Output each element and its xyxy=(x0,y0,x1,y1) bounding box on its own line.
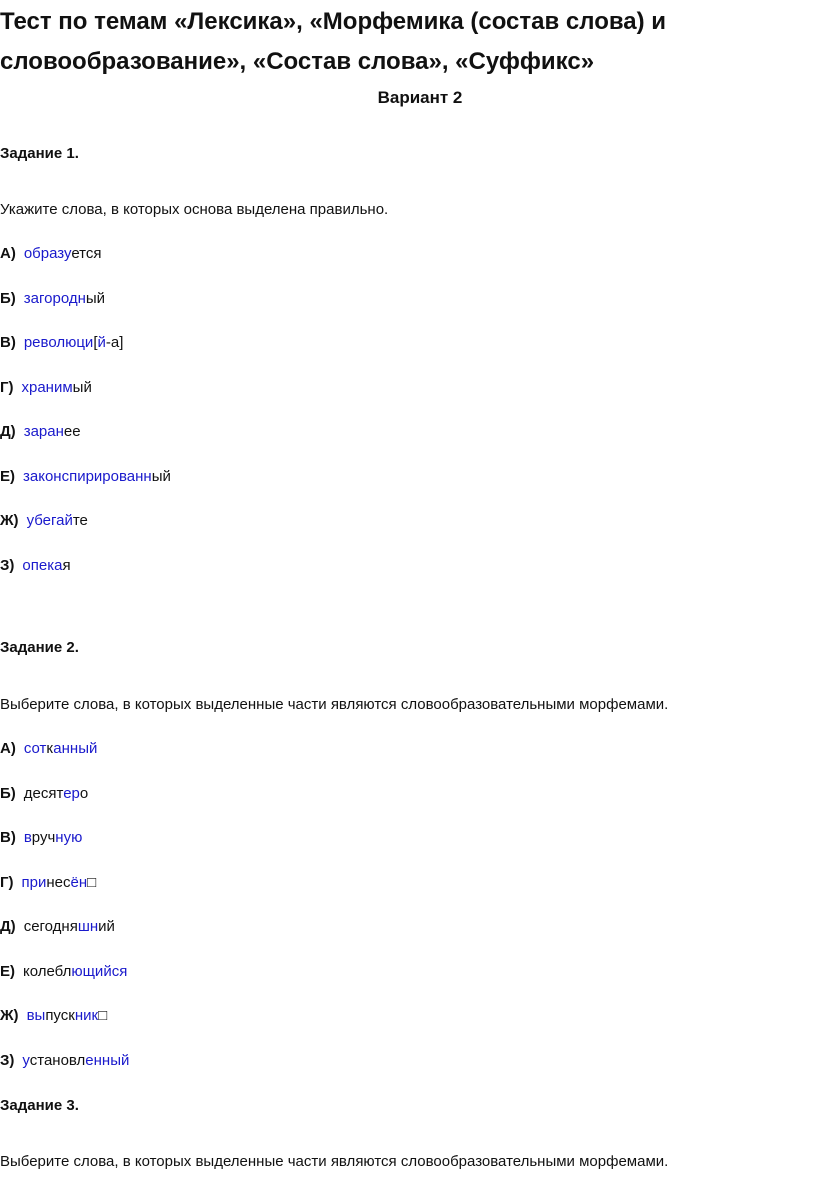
option-letter: Ж) xyxy=(0,512,19,529)
highlighted-morpheme: храним xyxy=(21,378,73,396)
option-letter: Д) xyxy=(0,918,16,935)
option-letter: Ж) xyxy=(0,1007,19,1024)
highlighted-morpheme: ер xyxy=(63,784,80,802)
word-part: ый xyxy=(151,467,171,485)
word-part: сегодня xyxy=(23,918,78,935)
option-letter: В) xyxy=(0,829,16,846)
option-letter: Е) xyxy=(0,467,15,485)
highlighted-morpheme: революци xyxy=(23,334,94,351)
task1-option xyxy=(0,245,102,262)
highlighted-morpheme: ную xyxy=(55,829,83,846)
word-part: руч xyxy=(31,829,56,846)
option-letter: Д) xyxy=(0,423,16,440)
word-part: пуск xyxy=(45,1007,75,1024)
highlighted-morpheme: сот xyxy=(23,740,47,757)
task2-option xyxy=(0,829,82,846)
task1-option xyxy=(0,423,81,440)
highlighted-morpheme: образу xyxy=(23,245,72,262)
task1-option xyxy=(0,512,88,529)
highlighted-morpheme: при xyxy=(21,873,47,891)
option-letter: А) xyxy=(0,245,16,262)
variant-label: Вариант 2 xyxy=(377,88,463,107)
word-part: ый xyxy=(72,378,92,396)
highlighted-morpheme: анный xyxy=(53,740,98,757)
word-part: □ xyxy=(87,873,97,891)
word-part: -а] xyxy=(105,334,124,351)
highlighted-morpheme: ён xyxy=(70,873,88,891)
word-part: ий xyxy=(98,918,115,935)
task3-heading: Задание 3. xyxy=(0,1097,79,1114)
task2-option xyxy=(0,1052,129,1069)
word-part: я xyxy=(62,556,71,574)
document-title xyxy=(0,2,800,82)
option-letter: Б) xyxy=(0,784,16,802)
highlighted-morpheme: законспирированн xyxy=(23,467,152,485)
task3-instruction: Выберите слова, в которых выделенные части являются словообразовательными морфемами. xyxy=(0,1153,669,1170)
word-part: колебл xyxy=(23,962,72,980)
highlighted-morpheme: ющийся xyxy=(71,962,128,980)
highlighted-morpheme: енный xyxy=(85,1051,130,1069)
task1-heading: Задание 1. xyxy=(0,145,79,162)
option-letter: В) xyxy=(0,334,16,351)
highlighted-morpheme: убегай xyxy=(26,512,73,529)
task2-option xyxy=(0,918,115,935)
task1-option xyxy=(0,557,71,574)
option-letter: З) xyxy=(0,1051,15,1069)
option-letter: Е) xyxy=(0,962,15,980)
word-part: □ xyxy=(98,1007,108,1024)
task1-option xyxy=(0,468,171,485)
word-part: к xyxy=(46,740,54,757)
task1-option xyxy=(0,379,92,396)
highlighted-morpheme: опека xyxy=(22,556,63,574)
word-part: ый xyxy=(85,289,106,307)
option-letter: Г) xyxy=(0,378,14,396)
task2-option xyxy=(0,963,127,980)
word-part: становл xyxy=(29,1051,86,1069)
word-part: [ xyxy=(93,334,98,351)
task2-option xyxy=(0,785,88,802)
highlighted-morpheme: й xyxy=(97,334,106,351)
task1-option xyxy=(0,290,105,307)
option-letter: А) xyxy=(0,740,16,757)
option-letter: З) xyxy=(0,556,15,574)
highlighted-morpheme: загородн xyxy=(23,289,86,307)
task1-option xyxy=(0,334,123,351)
word-part: ее xyxy=(63,423,81,440)
task2-option xyxy=(0,1007,107,1024)
highlighted-morpheme: вы xyxy=(26,1007,46,1024)
task2-instruction: Выберите слова, в которых выделенные части являются словообразовательными морфемами. xyxy=(0,696,669,713)
word-part: о xyxy=(79,784,89,802)
word-part: десят xyxy=(23,784,64,802)
word-part: ется xyxy=(71,245,102,262)
highlighted-morpheme: заран xyxy=(23,423,64,440)
highlighted-morpheme: ник xyxy=(74,1007,99,1024)
task1-instruction: Укажите слова, в которых основа выделена правильно. xyxy=(0,201,389,218)
task2-option xyxy=(0,740,97,757)
title-line-1: Тест по темам «Лексика», «Морфемика (состав слова) и xyxy=(0,8,667,35)
option-letter: Б) xyxy=(0,289,16,307)
option-letter: Г) xyxy=(0,873,14,891)
word-part: те xyxy=(72,512,88,529)
highlighted-morpheme: в xyxy=(23,829,32,846)
title-line-2: словообразование», «Состав слова», «Суффикс» xyxy=(0,48,595,75)
word-part: нес xyxy=(46,873,71,891)
highlighted-morpheme: у xyxy=(22,1051,30,1069)
highlighted-morpheme: шн xyxy=(77,918,99,935)
task2-heading: Задание 2. xyxy=(0,639,79,656)
task2-option xyxy=(0,874,96,891)
